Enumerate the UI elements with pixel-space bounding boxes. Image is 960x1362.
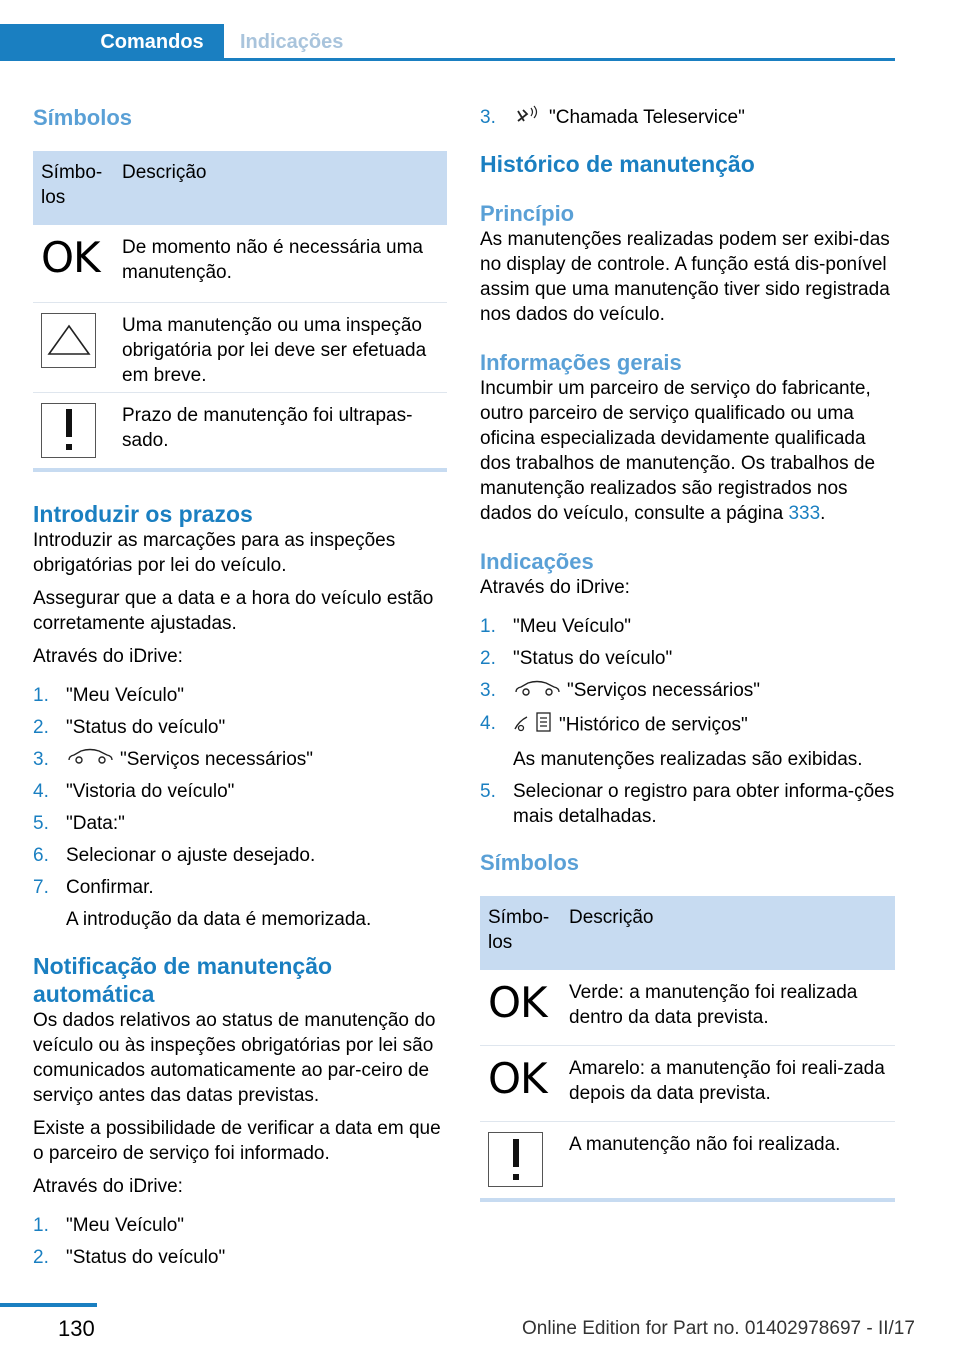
- list-item: 2. "Status do veículo": [33, 717, 226, 738]
- table-header: [33, 151, 447, 225]
- col-symbols-header: Símbo-los: [41, 162, 103, 208]
- list-item: 1. "Meu Veículo": [33, 685, 185, 706]
- historico-heading: Histórico de manutenção: [480, 151, 755, 178]
- table-row: [480, 1122, 895, 1200]
- indicacoes-heading: Indicações: [480, 549, 594, 575]
- table-row: [33, 392, 447, 470]
- page-number: 130: [58, 1316, 95, 1341]
- paragraph: Os dados relativos ao status de manutenção do veículo ou às inspeções obrigatórias por lei são comunicados automaticamente ao par-ceiro de serviço antes das datas previstas.: [33, 1010, 436, 1107]
- steps-list-continued: [480, 105, 895, 130]
- left-column: [33, 96, 447, 1277]
- row-description: Uma manutenção ou uma inspeção obrigatória por lei deve ser efetuada em breve.: [115, 302, 447, 392]
- table-row: [33, 225, 447, 302]
- steps-list: [480, 614, 895, 828]
- ok-icon: OK: [488, 1054, 547, 1104]
- symbols-table: [480, 896, 895, 1202]
- exclamation-icon: [488, 1132, 543, 1187]
- col-description-header: Descrição: [569, 906, 654, 928]
- table-row: [33, 302, 447, 392]
- row-description: Verde: a manutenção foi realizada dentro da data prevista.: [562, 970, 895, 1046]
- list-item: 4. "Histórico de serviços" As manutenções realizadas são exibidas.: [480, 712, 863, 770]
- list-item: 1. "Meu Veículo": [33, 1215, 185, 1237]
- edition-text: Online Edition for Part no. 01402978697 - II/17: [522, 1318, 915, 1339]
- list-item: 2. "Status do veículo": [33, 1247, 226, 1269]
- exclamation-icon: [41, 403, 96, 458]
- row-description: Amarelo: a manutenção foi reali-zada depois da data prevista.: [562, 1046, 895, 1122]
- list-item: 3. "Chamada Teleservice": [480, 105, 895, 130]
- paragraph: Existe a possibilidade de verificar a data em que o parceiro de serviço foi informado.: [33, 1118, 441, 1165]
- paragraph: Assegurar que a data e a hora do veículo estão corretamente ajustadas.: [33, 588, 434, 634]
- header-rule: [0, 58, 895, 61]
- symbols-heading: Símbolos: [480, 849, 580, 875]
- table-row: [480, 970, 895, 1046]
- row-description: De momento não é necessária uma manutenção.: [115, 225, 447, 302]
- list-item: 2. "Status do veículo": [480, 648, 673, 670]
- row-description: Prazo de manutenção foi ultrapas-sado.: [115, 392, 447, 470]
- col-symbols-header: Símbo-los: [488, 906, 550, 953]
- header-tabs: [0, 0, 895, 62]
- steps-list: [33, 1213, 447, 1270]
- teleservice-icon: [513, 105, 543, 130]
- car-service-icon: [513, 679, 561, 704]
- page-link[interactable]: 333: [788, 503, 821, 525]
- paragraph: Através do iDrive:: [33, 646, 183, 667]
- right-column: [480, 96, 895, 1202]
- ok-icon: OK: [488, 977, 547, 1027]
- informacoes-heading: Informações gerais: [480, 350, 682, 376]
- paragraph: Através do iDrive:: [480, 577, 630, 599]
- service-history-icon: [513, 711, 553, 740]
- symbols-heading: Símbolos: [33, 105, 133, 130]
- list-item: 1. "Meu Veículo": [480, 616, 632, 638]
- col-description-header: Descrição: [122, 162, 207, 183]
- list-item: 7. Confirmar. A introdução da data é memorizada.: [33, 877, 372, 931]
- introduzir-heading: Introduzir os prazos: [33, 501, 253, 527]
- warning-triangle-icon: [41, 313, 96, 368]
- paragraph: Introduzir as marcações para as inspeções obrigatórias por lei do veículo.: [33, 530, 396, 576]
- list-item: 6. Selecionar o ajuste desejado.: [33, 845, 316, 867]
- list-item: 3. "Serviços necessários": [480, 678, 895, 703]
- paragraph: As manutenções realizadas podem ser exibi-das no display de controle. A função está dis-ponível assim que uma manutenção tiver sido registrada nos dados do veículo.: [480, 229, 890, 326]
- notificacao-heading: Notificação de manutenção automática: [33, 953, 333, 1008]
- tab-comandos[interactable]: Comandos: [0, 24, 224, 61]
- car-service-icon: [66, 747, 114, 772]
- list-item: 3. "Serviços necessários": [33, 747, 447, 772]
- row-description: A manutenção não foi realizada.: [562, 1122, 895, 1200]
- tab-indicacoes[interactable]: Indicações: [240, 31, 344, 53]
- symbols-table: [33, 151, 447, 472]
- paragraph: Incumbir um parceiro de serviço do fabricante, outro parceiro de serviço qualificado ou uma oficina especializada devidamente qualificada dos trabalhos de manutenção. Os trabalhos de manutenção realizados são registrados nos dados do veículo, consulte a página 333.: [480, 378, 876, 525]
- principio-heading: Princípio: [480, 201, 575, 227]
- table-row: [480, 1046, 895, 1122]
- list-item: 4. "Vistoria do veículo": [33, 781, 235, 803]
- paragraph: Através do iDrive:: [33, 1176, 183, 1198]
- ok-icon: OK: [41, 233, 100, 282]
- table-header: [480, 896, 895, 970]
- list-item: 5. "Data:": [33, 813, 125, 835]
- list-item: 5. Selecionar o registro para obter informa-ções mais detalhadas.: [480, 780, 895, 827]
- steps-list: [33, 683, 447, 932]
- footer-rule: [0, 1303, 97, 1307]
